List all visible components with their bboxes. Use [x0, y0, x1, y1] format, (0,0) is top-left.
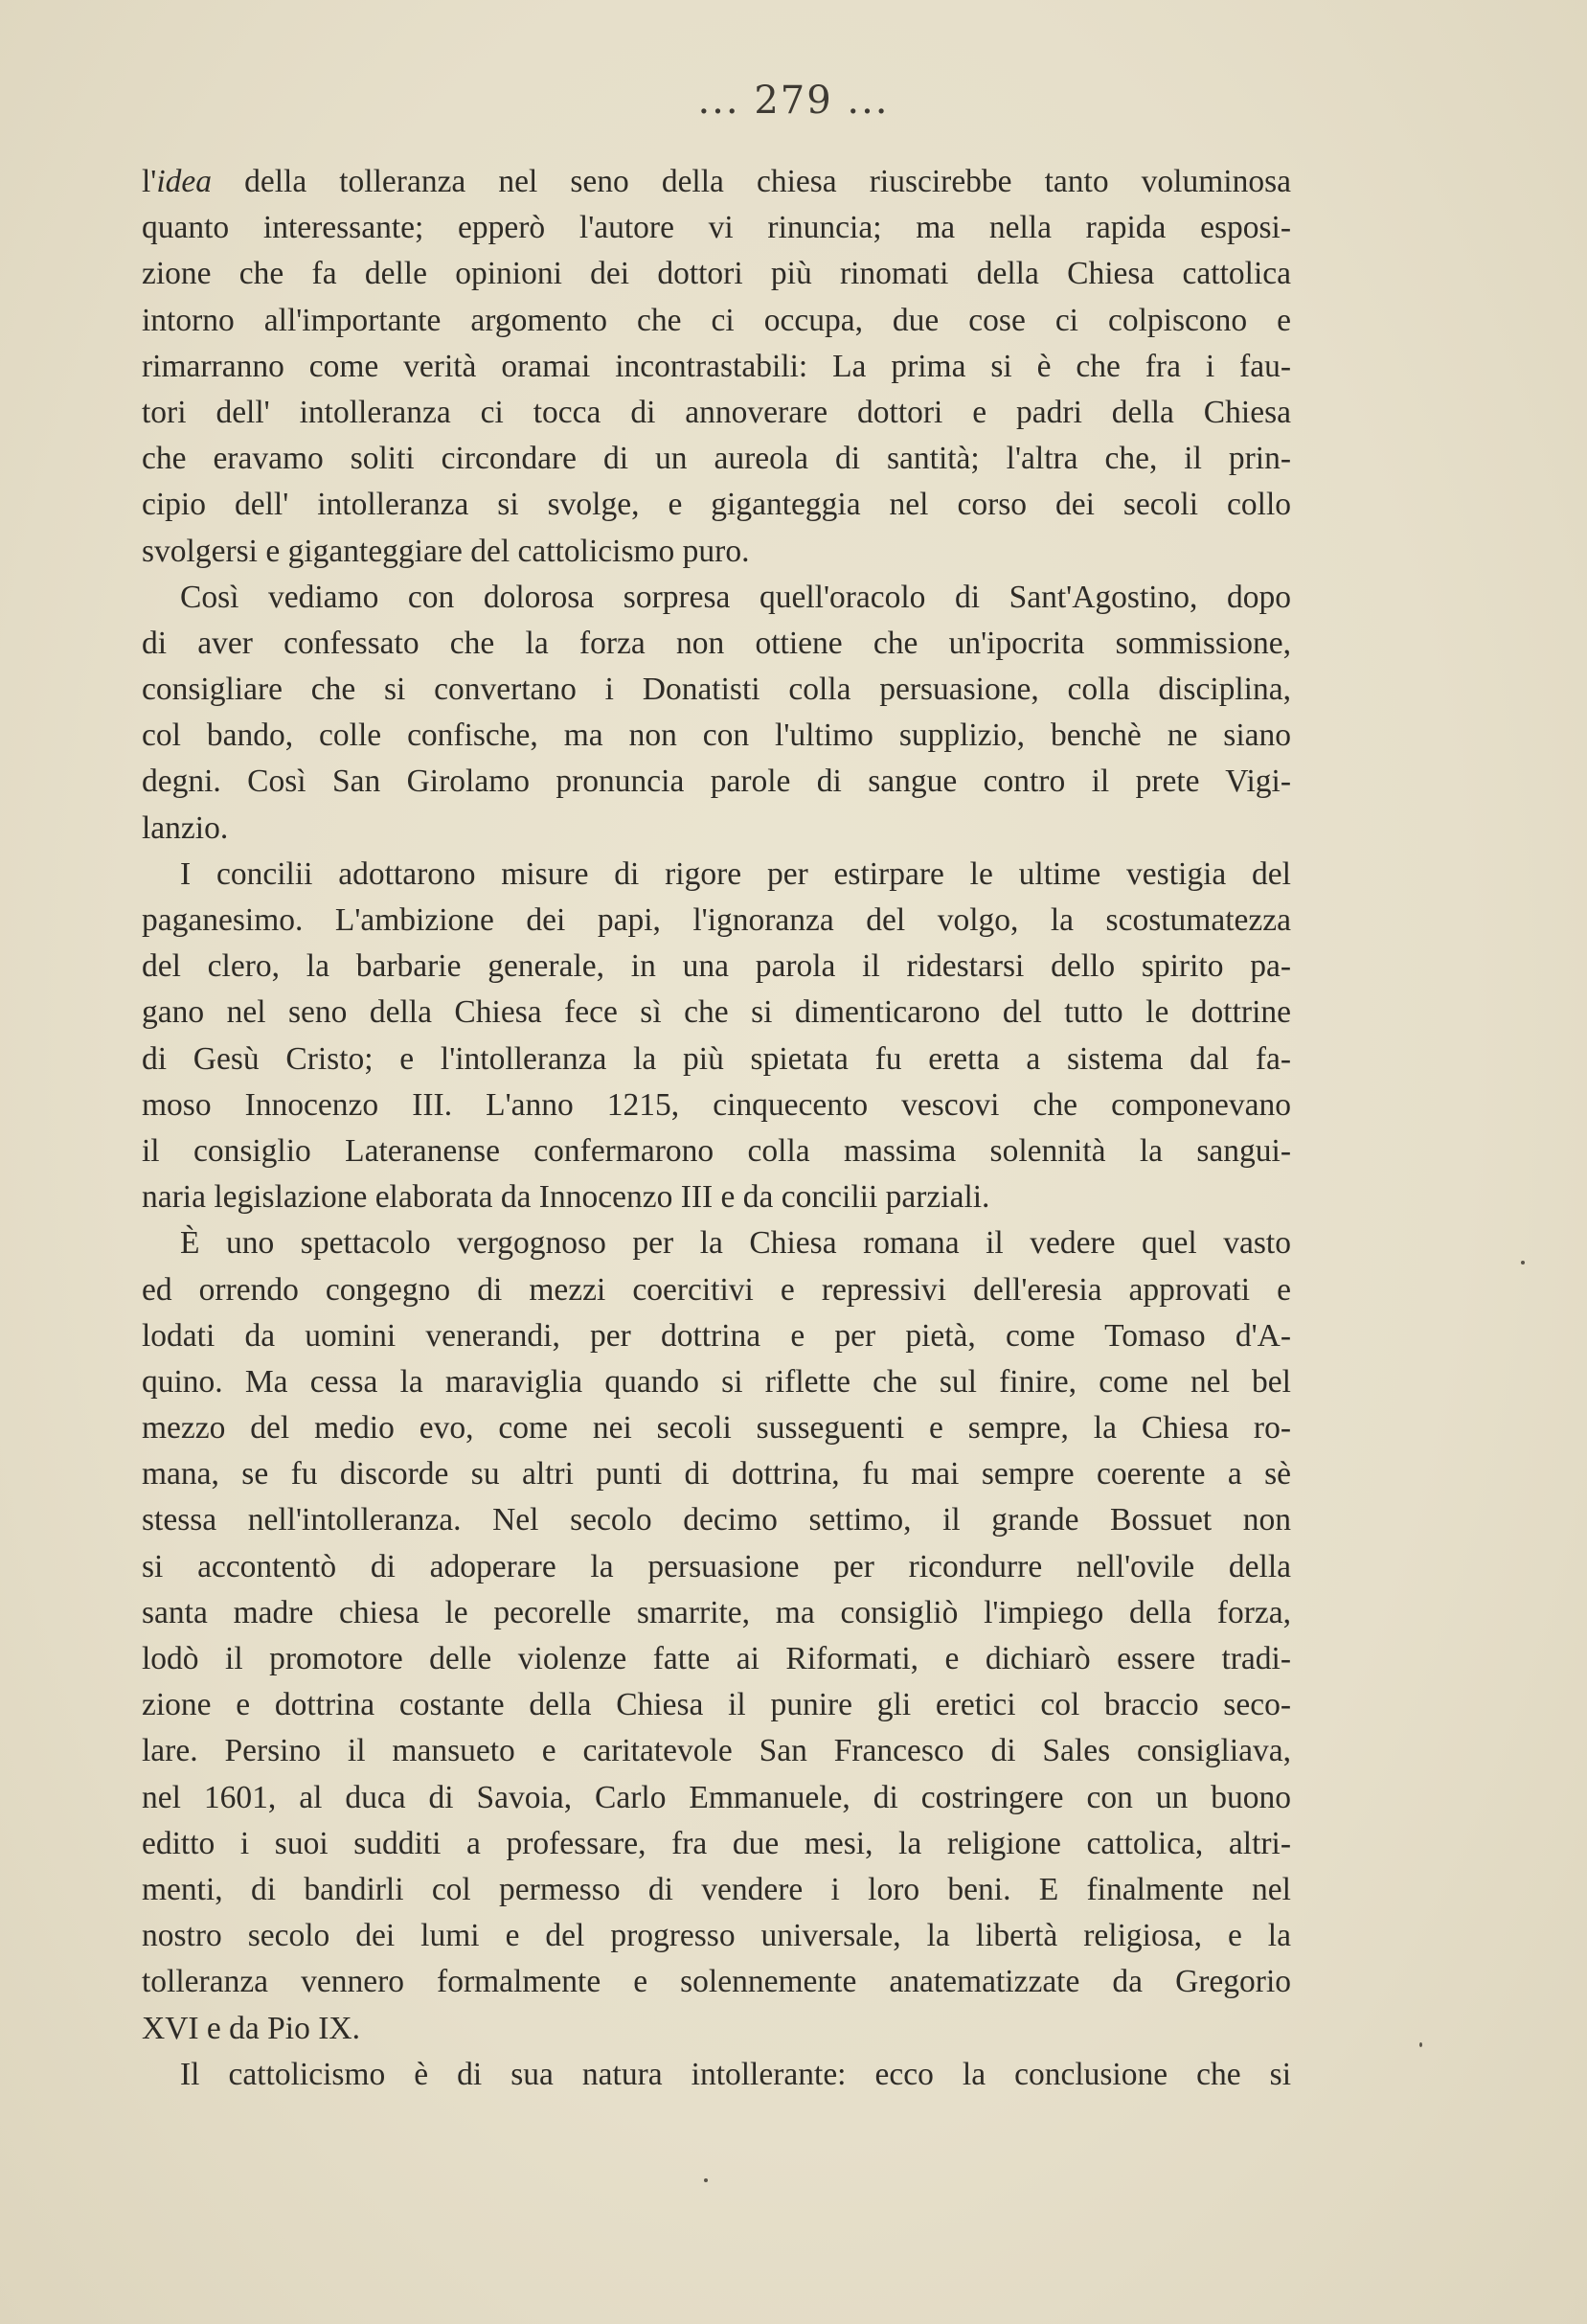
text-line: quanto interessante; epperò l'autore vi rinuncia; ma nella rapida esposi- — [142, 210, 1291, 246]
text-line: degni. Così San Girolamo pronuncia parole di sangue contro il prete Vigi- — [142, 763, 1291, 800]
text-line: rimarranno come verità oramai incontrastabili: La prima si è che fra i fau- — [142, 348, 1291, 384]
text-line: ed orrendo congegno di mezzi coercitivi e repressivi dell'eresia approvati e — [142, 1271, 1291, 1308]
ink-speck — [1521, 1261, 1525, 1265]
text-line: Così vediamo con dolorosa sorpresa quell'oracolo di Sant'Agostino, dopo — [180, 579, 1291, 615]
italic-word: idea — [156, 164, 213, 199]
text-line: paganesimo. L'ambizione dei papi, l'ignoranza del volgo, la scostumatezza — [142, 902, 1291, 938]
ink-speck — [704, 2178, 708, 2182]
text-line: tori dell' intolleranza ci tocca di annoverare dottori e padri della Chiesa — [142, 394, 1291, 430]
text-line: nel 1601, al duca di Savoia, Carlo Emmanuele, di costringere con un buono — [142, 1779, 1291, 1815]
text-line: consigliare che si convertano i Donatisti colla persuasione, colla disciplina, — [142, 672, 1291, 708]
text-line: nostro secolo dei lumi e del progresso universale, la libertà religiosa, e la — [142, 1918, 1291, 1954]
text-line: il consiglio Lateranense confermarono colla massima solennità la sangui- — [142, 1132, 1291, 1169]
text-line: gano nel seno della Chiesa fece sì che si dimenticarono del tutto le dottrine — [142, 994, 1291, 1031]
text-line: si accontentò di adoperare la persuasione per ricondurre nell'ovile della — [142, 1548, 1291, 1584]
text-line: santa madre chiesa le pecorelle smarrite, ma consigliò l'impiego della forza, — [142, 1594, 1291, 1630]
text-line: lodati da uomini venerandi, per dottrina e per pietà, come Tomaso d'A- — [142, 1317, 1291, 1354]
text-line: col bando, colle confische, ma non con l'ultimo supplizio, benchè ne siano — [142, 718, 1291, 754]
line-text: della tolleranza nel seno della chiesa riuscirebbe tanto voluminosa — [212, 164, 1291, 199]
text-line: lare. Persino il mansueto e caritatevole San Francesco di Sales consigliava, — [142, 1733, 1291, 1769]
text-line: intorno all'importante argomento che ci occupa, due cose ci colpiscono e — [142, 302, 1291, 338]
text-line: menti, di bandirli col permesso di vendere i loro beni. E finalmente nel — [142, 1871, 1291, 1907]
text-line: mana, se fu discorde su altri punti di dottrina, fu mai sempre coerente a sè — [142, 1456, 1291, 1492]
text-line: lodò il promotore delle violenze fatte ai Riformati, e dichiarò essere tradi- — [142, 1641, 1291, 1676]
line-prefix: l' — [142, 164, 157, 199]
text-line: zione che fa delle opinioni dei dottori più rinomati della Chiesa cattolica — [142, 256, 1291, 292]
text-line: del clero, la barbarie generale, in una parola il ridestarsi dello spirito pa- — [142, 948, 1291, 985]
text-line: naria legislazione elaborata da Innocenzo III e da concilii parziali. — [142, 1179, 990, 1216]
text-line: Il cattolicismo è di sua natura intollerante: ecco la conclusione che si — [180, 2056, 1291, 2092]
text-line: di aver confessato che la forza non ottiene che un'ipocrita sommissione, — [142, 625, 1291, 661]
text-line: XVI e da Pio IX. — [142, 2010, 360, 2046]
text-line: svolgersi e giganteggiare del cattolicismo puro. — [142, 533, 750, 569]
text-line — [142, 159, 1291, 205]
text-line: cipio dell' intolleranza si svolge, e giganteggia nel corso dei secoli collo — [142, 487, 1291, 523]
text-line: stessa nell'intolleranza. Nel secolo decimo settimo, il grande Bossuet non — [142, 1502, 1291, 1538]
text-line: mezzo del medio evo, come nei secoli susseguenti e sempre, la Chiesa ro- — [142, 1410, 1291, 1447]
text-line: tolleranza vennero formalmente e solennemente anatematizzate da Gregorio — [142, 1964, 1291, 2000]
text-line: zione e dottrina costante della Chiesa il punire gli eretici col braccio seco- — [142, 1687, 1291, 1723]
ink-speck — [1419, 2042, 1422, 2047]
text-line: quino. Ma cessa la maraviglia quando si riflette che sul finire, come nel bel — [142, 1363, 1291, 1400]
text-line: moso Innocenzo III. L'anno 1215, cinquecento vescovi che componevano — [142, 1086, 1291, 1123]
page-number: ... 279 ... — [697, 79, 890, 123]
body-text — [142, 159, 1291, 2098]
text-line: lanzio. — [142, 809, 229, 846]
text-line: I concilii adottarono misure di rigore per estirpare le ultime vestigia del — [180, 855, 1291, 892]
text-line: che eravamo soliti circondare di un aureola di santità; l'altra che, il prin- — [142, 441, 1291, 477]
text-line: editto i suoi sudditi a professare, fra due mesi, la religione cattolica, altri- — [142, 1825, 1291, 1861]
text-line: È uno spettacolo vergognoso per la Chiesa romana il vedere quel vasto — [180, 1225, 1291, 1262]
text-line: di Gesù Cristo; e l'intolleranza la più spietata fu eretta a sistema dal fa- — [142, 1040, 1291, 1077]
